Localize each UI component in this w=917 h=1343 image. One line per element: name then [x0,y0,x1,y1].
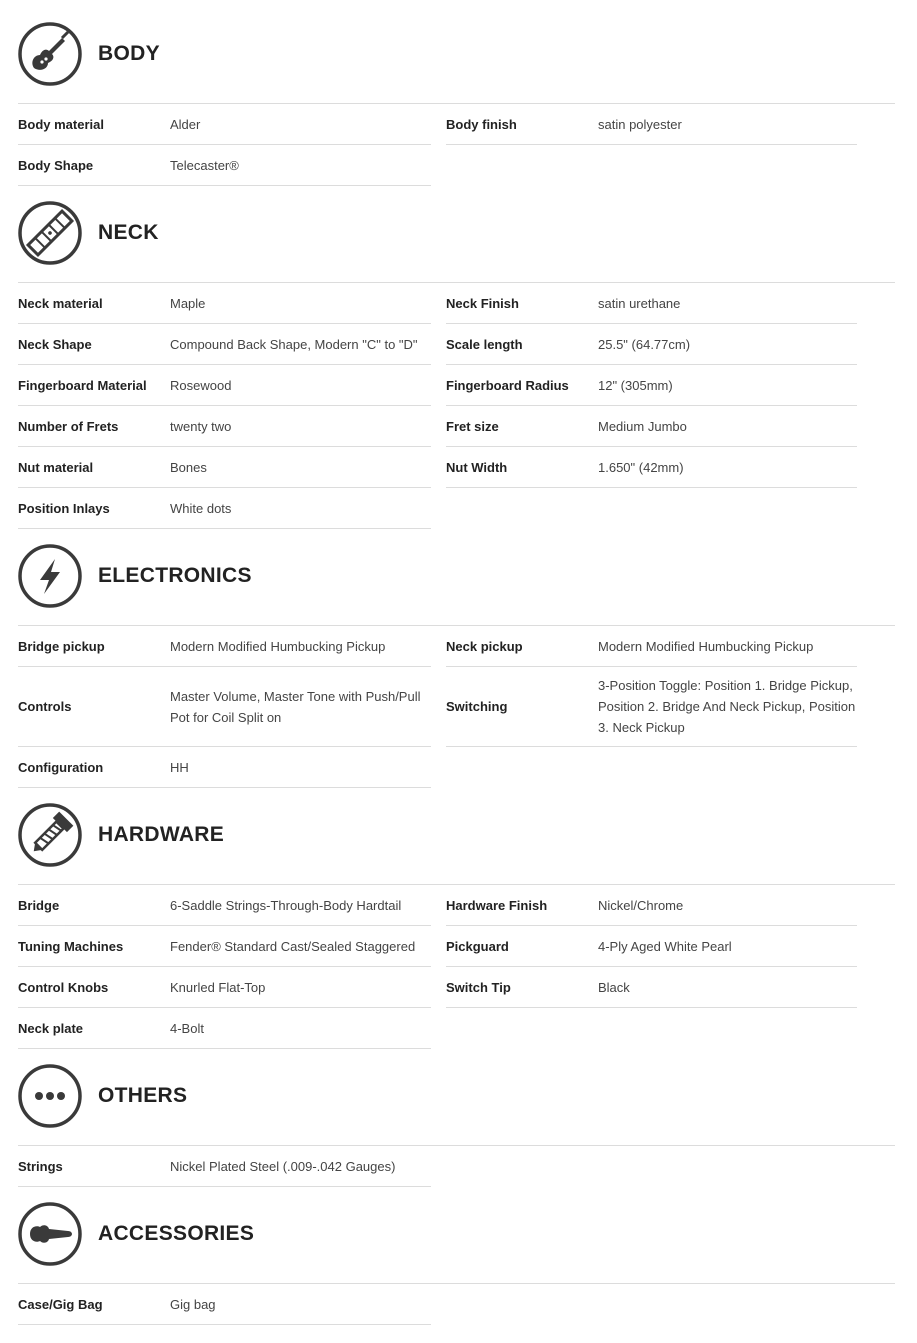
spec-row [446,447,857,488]
spec-row [446,283,857,324]
spec-value: White dots [170,500,232,516]
spec-row [446,626,857,667]
guitar-body-icon [18,22,82,86]
spec-row [446,885,857,926]
spec-row [18,145,431,186]
spec-row [18,626,431,667]
spec-label: Hardware Finish [446,897,548,913]
spec-column-left [18,885,431,1049]
spec-value: Maple [170,295,206,311]
spec-value: Bones [170,459,207,475]
section-title: HARDWARE [98,823,225,846]
section-title: BODY [98,42,160,65]
spec-label: Controls [18,699,72,714]
spec-column-right [446,885,857,1008]
spec-value: 25.5" (64.77cm) [598,336,691,352]
section-header [18,201,898,265]
spec-column-right [446,283,857,488]
spec-row [18,104,431,145]
section-header [18,1064,898,1128]
spec-value: Medium Jumbo [598,418,687,434]
spec-row [446,926,857,967]
spec-row [18,667,431,747]
spec-row [446,324,857,365]
spec-label: Neck Shape [18,336,92,352]
section-header [18,1202,898,1266]
screw-icon [18,803,82,867]
spec-label: Fingerboard Radius [446,377,569,393]
spec-row [18,1008,431,1049]
section-header [18,803,898,867]
spec-label: Control Knobs [18,979,109,995]
spec-value: Black [598,979,630,995]
spec-value: satin polyester [598,116,682,132]
spec-column-left [18,1284,431,1325]
spec-column-left [18,104,431,186]
spec-column-left [18,626,431,788]
spec-row [446,406,857,447]
spec-value: Modern Modified Humbucking Pickup [598,638,814,654]
spec-column-right [446,626,857,747]
spec-value: Knurled Flat-Top [170,979,266,995]
spec-row [18,283,431,324]
guitar-case-icon [18,1202,82,1266]
spec-row [18,406,431,447]
spec-label: Body Shape [18,157,94,173]
spec-label: Body finish [446,116,517,132]
spec-value: Alder [170,116,201,132]
spec-label: Neck Finish [446,295,519,311]
spec-row [446,967,857,1008]
spec-row [446,667,857,747]
spec-value: Nickel Plated Steel (.009-.042 Gauges) [170,1158,396,1174]
spec-value: 4-Ply Aged White Pearl [598,938,732,954]
section-title: NECK [98,221,159,244]
spec-label: Fret size [446,418,499,434]
spec-label: Bridge pickup [18,638,105,654]
spec-label: Strings [18,1158,63,1174]
spec-row [18,967,431,1008]
spec-label: Configuration [18,759,104,775]
spec-value: Compound Back Shape, Modern "C" to "D" [170,336,418,352]
spec-value: twenty two [170,418,232,434]
spec-value: 12" (305mm) [598,377,673,393]
spec-label: Switch Tip [446,979,511,995]
spec-label: Switching [446,699,508,714]
spec-label: Neck material [18,295,103,311]
section-title: ACCESSORIES [98,1222,255,1245]
spec-column-right [446,104,857,145]
guitar-neck-icon [18,201,82,265]
spec-value: Gig bag [170,1296,216,1312]
spec-row [18,1284,431,1325]
spec-label: Scale length [446,336,523,352]
spec-label: Nut material [18,459,94,475]
spec-value: 4-Bolt [170,1020,204,1036]
spec-label: Position Inlays [18,500,110,516]
spec-label: Pickguard [446,938,509,954]
spec-row [18,447,431,488]
spec-value: 3-Position Toggle: Position 1. Bridge Pickup, Position 2. Bridge And Neck Pickup, Position 3. Neck Pickup [598,678,856,735]
spec-row [18,747,431,788]
section-header [18,544,898,608]
spec-label: Bridge [18,897,60,913]
spec-value: satin urethane [598,295,681,311]
spec-row [18,926,431,967]
spec-value: 6-Saddle Strings-Through-Body Hardtail [170,897,402,913]
spec-value: Nickel/Chrome [598,897,684,913]
section-title: OTHERS [98,1084,188,1107]
spec-row [18,488,431,529]
spec-label: Neck pickup [446,638,523,654]
lightning-bolt-icon [18,544,82,608]
spec-value: Rosewood [170,377,232,393]
spec-label: Case/Gig Bag [18,1296,103,1312]
spec-value: 1.650" (42mm) [598,459,684,475]
spec-row [446,365,857,406]
spec-label: Body material [18,116,104,132]
more-dots-icon [18,1064,82,1128]
spec-value: Telecaster® [170,157,239,173]
spec-label: Neck plate [18,1020,84,1036]
spec-label: Fingerboard Material [18,377,147,393]
section-title: ELECTRONICS [98,564,252,587]
section-header [18,22,898,86]
spec-label: Number of Frets [18,418,119,434]
spec-row [18,324,431,365]
spec-label: Nut Width [446,459,508,475]
spec-value: Fender® Standard Cast/Sealed Staggered [170,938,416,954]
spec-value: Master Volume, Master Tone with Push/Pull Pot for Coil Split on [170,688,421,725]
spec-row [18,1146,431,1187]
spec-column-left [18,1146,431,1187]
spec-row [446,104,857,145]
spec-value: Modern Modified Humbucking Pickup [170,638,386,654]
spec-value: HH [170,759,189,775]
spec-label: Tuning Machines [18,938,124,954]
spec-column-left [18,283,431,529]
spec-row [18,885,431,926]
spec-row [18,365,431,406]
